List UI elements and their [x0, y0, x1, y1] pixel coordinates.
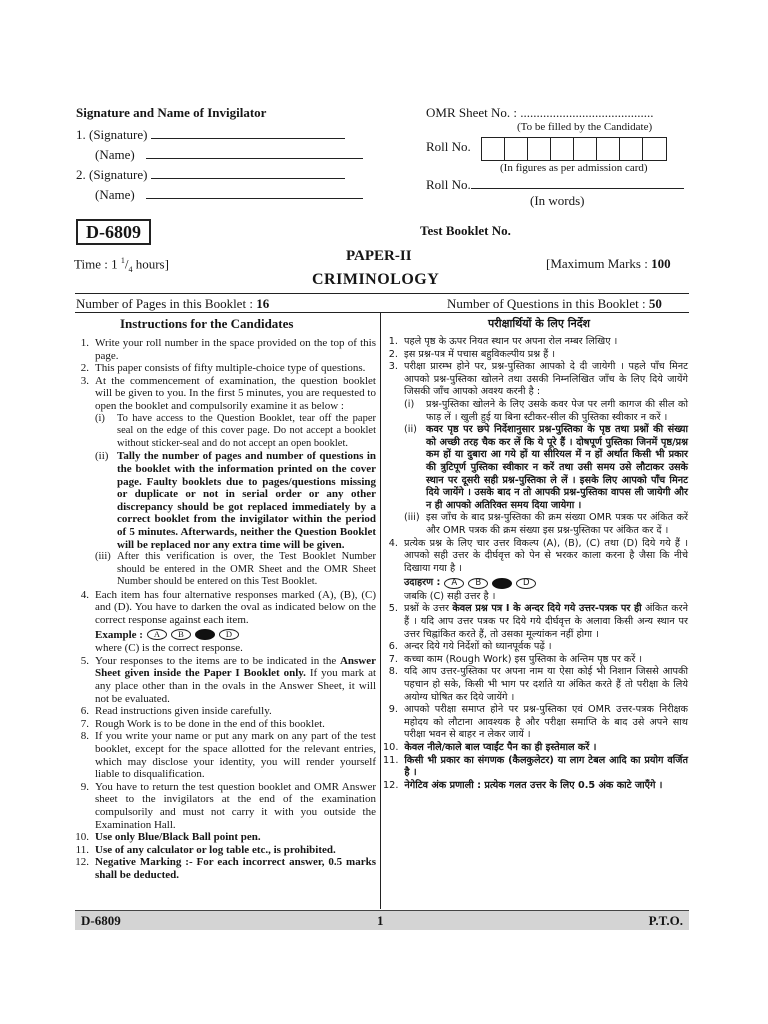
booklet-code: D-6809 — [76, 219, 151, 245]
hindi-instruction-7: 7. कच्चा काम (Rough Work) इस पुस्तिका के अन्तिम पृष्ठ पर करें । — [388, 653, 643, 665]
page-number: 1 — [377, 913, 384, 928]
footer-bar — [75, 910, 689, 930]
hindi-instruction-12: 12. नेगेटिव अंक प्रणाली : प्रत्येक गलत उत्तर के लिए 0.5 अंक काटे जाएँगे । — [383, 779, 663, 791]
divider-bottom — [75, 312, 689, 313]
instruction-4: 4. Each item has four alternative responses marked (A), (B), (C) and (D). You have to darken the oval as indicated below on the correct response against each item. — [80, 588, 376, 627]
hindi-instruction-2: 2. इस प्रश्न-पत्र में पचास बहुविकल्पीय प्रश्न हैं । — [388, 348, 556, 360]
hindi-option-a-oval: A — [444, 578, 464, 589]
option-a-oval: A — [147, 629, 167, 640]
subject-title: CRIMINOLOGY — [312, 271, 440, 288]
hindi-instructions — [383, 336, 688, 792]
option-d-oval: D — [219, 629, 239, 640]
roll-no-boxes[interactable] — [481, 137, 667, 161]
instruction-1: 1. Write your roll number in the space provided on the top of this page. — [80, 337, 376, 362]
roll-no-words: Roll No. — [426, 177, 684, 193]
test-booklet-no: Test Booklet No. — [420, 223, 511, 238]
instruction-3: 3. At the commencement of examination, the question booklet will be given to you. In the first 5 minutes, you are requested to open the booklet and compulsorily examine it as below : — [80, 374, 376, 412]
column-divider — [380, 312, 381, 909]
name-2: (Name) — [95, 187, 363, 203]
hindi-instruction-3-iii: (iii) इस जाँच के बाद प्रश्न-पुस्तिका की क्रम संख्या OMR पत्रक पर अंकित करें और OMR पत्रक की क्रम संख्या इस प्रश्न-पुस्तिका पर अंकित कर दें । — [404, 512, 688, 536]
english-instructions-title: Instructions for the Candidates — [120, 316, 294, 331]
instruction-2: 2. This paper consists of fifty multiple-choice type of questions. — [80, 362, 366, 375]
hindi-instruction-3-ii: (ii) कवर पृष्ठ पर छपे निर्देशानुसार प्रश्न-पुस्तिका के पृष्ठ तथा प्रश्नों की संख्या को अच्छी तरह चैक कर लें कि ये पूरे हैं । दोषपूर्ण पुस्तिका जिनमें पृष्ठ/प्रश्न कम हों या दुबारा आ गये हों या सीरियल में न हों अर्थात किसी भी प्रकार की त्रुटिपूर्ण पुस्तिका स्वीकार न करें तथा उसी समय उसे लौटाकर उसके स्थान पर दूसरी सही प्रश्न-पुस्तिका ले लें । इसके लिए आपको पाँच मिनट दिये जायेंगे । उसके बाद न तो आपकी प्रश्न-पुस्तिका वापस ली जायेगी और न ही आपको अतिरिक्त समय दिया जायेगा । — [404, 424, 688, 511]
pto-label: P.T.O. — [648, 913, 683, 928]
omr-sheet-no: OMR Sheet No. : ......................................... — [426, 105, 654, 120]
hindi-example-note: जबकि (C) सही उत्तर है । — [404, 590, 496, 602]
instruction-12: 12. Negative Marking :- For each incorrect answer, 0.5 marks shall be deducted. — [75, 856, 376, 881]
divider-top — [75, 293, 689, 294]
instruction-5: 5. Your responses to the items are to be indicated in the Answer Sheet given inside the Paper I Booklet only. If you mark at any place other than in the ovals in the Answer Sheet, it will not be evaluated. — [80, 654, 377, 705]
instruction-10: 10. Use only Blue/Black Ball point pen. — [75, 831, 261, 844]
instruction-3-iii: (iii) After this verification is over, the Test Booklet Number should be entered in the OMR Sheet and the OMR Sheet Number should be entered on this Test Booklet. — [95, 551, 376, 588]
english-instructions — [74, 337, 376, 882]
hindi-option-b-oval: B — [468, 578, 488, 589]
footer-code: D-6809 — [81, 913, 121, 928]
questions-count: Number of Questions in this Booklet : 50 — [447, 296, 662, 311]
hindi-instruction-11: 11. किसी भी प्रकार का संगणक (कैलकुलेटर) या लाग टेबल आदि का प्रयोग वर्जित है । — [383, 754, 688, 779]
hindi-instruction-5: 5. प्रश्नों के उत्तर केवल प्रश्न पत्र I के अन्दर दिये गये उत्तर-पत्रक पर ही अंकित करने हैं । यदि आप उत्तर पत्रक पर दिये गये दीर्घवृत्त के अलावा किसी अन्य स्थान पर उत्तर चिह्नांकित करते हैं, तो उसका मूल्यांकन नहीं होगा । — [388, 603, 688, 640]
time-label: Time : 1 $^1/_4$ hours] — [74, 256, 169, 274]
instruction-6: 6. Read instructions given inside carefully. — [80, 705, 272, 718]
in-words-note: (In words) — [530, 193, 585, 208]
instruction-3-ii: (ii) Tally the number of pages and number of questions in the booklet with the information printed on the cover page. Faulty booklets due to pages/questions missing or duplicate or not in serial order or any other discrepancy should be got replaced immediately by a correct booklet from the invigilator within the period of 5 minutes. Afterwards, neither the Question Booklet will be replaced nor any extra time will be given. — [95, 450, 376, 551]
omr-note: (To be filled by the Candidate) — [517, 121, 653, 133]
hindi-instruction-9: 9. आपको परीक्षा समाप्त होने पर प्रश्न-पुस्तिका एवं OMR उत्तर-पत्रक निरीक्षक महोदय को लौटाना आवश्यक है और परीक्षा समाप्ति के बाद उसे अपने साथ परीक्षा भवन से बाहर न लेकर जायें । — [388, 704, 688, 741]
instruction-9: 9. You have to return the test question booklet and OMR Answer sheet to the invigilators at the end of the examination compulsorily and must not carry it with you outside the Examination Hall. — [80, 780, 376, 831]
hindi-instruction-6: 6. अन्दर दिये गये निर्देशों को ध्यानपूर्वक पढ़ें । — [388, 641, 552, 653]
signature-1: 1. (Signature) — [76, 127, 345, 143]
signature-2: 2. (Signature) — [76, 167, 345, 183]
hindi-instruction-3: 3. परीक्षा प्रारम्भ होने पर, प्रश्न-पुस्तिका आपको दे दी जायेगी । पहले पाँच मिनट आपको प्रश्न-पुस्तिका खोलने तथा उसकी निम्नलिखित जाँच के लिए दिये जायेंगे जिसकी जाँच आपको अवश्य करनी है : — [388, 361, 688, 398]
hindi-instruction-10: 10. केवल नीले/काले बाल प्वाईंट पैन का ही इस्तेमाल करें । — [383, 742, 597, 753]
example-note: where (C) is the correct response. — [95, 642, 243, 655]
maximum-marks: [Maximum Marks : 100 — [546, 256, 671, 271]
hindi-option-d-oval: D — [516, 578, 536, 589]
name-1: (Name) — [95, 147, 363, 163]
hindi-instruction-8: 8. यदि आप उत्तर-पुस्तिका पर अपना नाम या ऐसा कोई भी निशान जिससे आपकी पहचान हो सके, किसी भी भाग पर दर्शाते या अंकित करते हैं तो परीक्षा के लिये अयोग्य घोषित कर दिये जायेंगे । — [388, 666, 688, 703]
hindi-instruction-1: 1. पहले पृष्ठ के ऊपर नियत स्थान पर अपना रोल नम्बर लिखिए । — [388, 336, 618, 347]
option-b-oval: B — [171, 629, 191, 640]
example-row: Example : A B D — [95, 629, 376, 642]
hindi-option-c-filled-oval — [492, 578, 512, 589]
roll-figures-note: (In figures as per admission card) — [500, 162, 648, 174]
invigilator-title: Signature and Name of Invigilator — [76, 105, 267, 120]
instruction-3-i: (i) To have access to the Question Booklet, tear off the paper seal on the edge of this cover page. Do not accept a booklet without sticker-seal and do not accept an open booklet. — [95, 412, 376, 449]
hindi-example-row: उदाहरण : A B D — [404, 577, 688, 590]
option-c-filled-oval — [195, 629, 215, 640]
instruction-7: 7. Rough Work is to be done in the end of this booklet. — [80, 717, 325, 730]
roll-no-label: Roll No. — [426, 139, 471, 154]
hindi-instructions-title: परीक्षार्थियों के लिए निर्देश — [488, 317, 591, 330]
instruction-8: 8. If you write your name or put any mark on any part of the test booklet, except for the space allotted for the relevant entries, which may disclose your identity, you will render yourself liable to disqualification. — [80, 730, 376, 781]
hindi-instruction-3-i: (i) प्रश्न-पुस्तिका खोलने के लिए उसके कवर पेज पर लगी कागज की सील को फाड़ लें । खुली हुई या बिना स्टीकर-सील की पुस्तिका स्वीकार न करें । — [404, 398, 688, 423]
paper-title: PAPER-II — [346, 248, 412, 264]
instruction-11: 11. Use of any calculator or log table etc., is prohibited. — [75, 843, 336, 856]
pages-count: Number of Pages in this Booklet : 16 — [76, 296, 270, 311]
hindi-instruction-4: 4. प्रत्येक प्रश्न के लिए चार उत्तर विकल्प (A), (B), (C) तथा (D) दिये गये हैं । आपको सही उत्तर के दीर्घवृत्त को पेन से भरकर काला करना है जैसा कि नीचे दिखाया गया है । — [388, 537, 688, 574]
